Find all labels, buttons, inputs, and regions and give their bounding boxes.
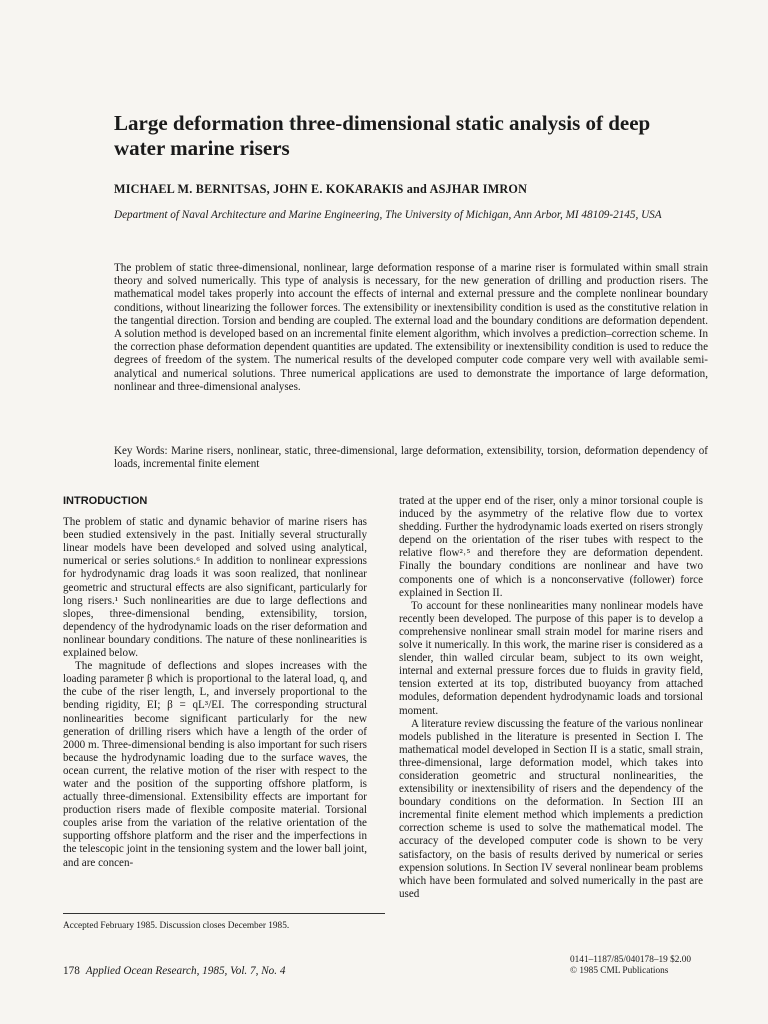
publication-info (570, 955, 710, 977)
page-footer (63, 965, 285, 977)
article-code: 0141–1187/85/040178–19 $2.00 (570, 955, 692, 965)
left-column (63, 495, 367, 870)
page-number: 178 (63, 965, 80, 977)
journal-citation: Applied Ocean Research, 1985, Vol. 7, No. 4 (85, 965, 286, 977)
right-column (399, 495, 703, 901)
keywords: Key Words: Marine risers, nonlinear, static, three-dimensional, large deformation, extensibility, torsion, deformation dependency of loads, incremental finite element (114, 445, 708, 471)
body-paragraph: The problem of static and dynamic behavior of marine risers has been studied extensively in the past. Initially several structurally linear models have been developed and solved using analytical, numerical or series solutions.⁶ In addition to nonlinear expressions for hydrodynamic drag loads it was soon realized, that nonlinear geometric and structural effects are also significant, particularly for long risers.¹ Such nonlinearities are due to large deflections and slopes, three-dimensional bending, extensibility, torsion, dependency of the hydrodynamic loads on the riser deformation and nonlinear boundary conditions. The nature of these nonlinearities is explained below. (63, 516, 367, 660)
footnote: Accepted February 1985. Discussion closes December 1985. (63, 921, 290, 931)
body-paragraph: The magnitude of deflections and slopes increases with the loading parameter β which is proportional to the lateral load, q, and the cube of the riser length, L, and inversely proportional to the bending rigidity, EI; β = qL³/EI. The corresponding structural nonlinearities become significant particularly for the new generation of drilling risers which have a length of the order of 2000 m. Three-dimensional bending is also important for such risers because the hydrodynamic loading due to the surface waves, the ocean current, the relative motion of the riser with respect to the water and the position of the supporting offshore platform, is actually three-dimensional. Extensibility effects are important for production risers made of flexible composite material. Torsional couples arise from the variation of the relative orientation of the supporting offshore platform and the riser and the imperfections in the telescopic joint in the tensioning system and the lower ball joint, and are concen- (63, 660, 367, 869)
body-paragraph: To account for these nonlinearities many nonlinear models have recently been developed. The purpose of this paper is to develop a comprehensive nonlinear small strain model for marine risers and solve it numerically. In this work, the marine riser is considered as a slender, thin walled circular beam, subject to its own weight, internal and external pressure forces due to fluids in gravity field, tension exterted at its top, distributed buoyancy from attached modules, deformation dependent hydrodynamic loads and torsional moment. (399, 599, 703, 717)
section-heading-introduction: INTRODUCTION (63, 495, 148, 507)
affiliation: Department of Naval Architecture and Marine Engineering, The University of Michigan, Ann Arbor, MI 48109-2145, USA (114, 209, 662, 221)
author-list: MICHAEL M. BERNITSAS, JOHN E. KOKARAKIS and ASJHAR IMRON (114, 182, 528, 196)
paper-title: Large deformation three-dimensional static analysis of deep water marine risers (114, 111, 651, 160)
body-paragraph: A literature review discussing the feature of the various nonlinear models published in the literature is presented in Section I. The mathematical model developed in Section II is a static, small strain, three-dimensional, large deformation model, which takes into consideration geometric and structural nonlinearities, the extensibility or inextensibility of risers and the dependency of the boundary conditions on the deformation. In Section III an incremental finite element method which implements a prediction correction scheme is used to solve the mathematical model. The accuracy of the developed computer code is shown to be very satisfactory, on the basis of results derived by numerical or series expension solutions. In Section IV several nonlinear beam problems which have been formulated and solved numerically in the past are used (399, 717, 703, 900)
copyright: © 1985 CML Publications (570, 966, 669, 976)
abstract: The problem of static three-dimensional, nonlinear, large deformation response of a marine riser is formulated within small strain theory and solved numerically. This type of analysis is necessary, for the new generation of drilling and production risers. The mathematical model takes properly into account the effects of internal and external pressure and the complete nonlinear boundary conditions, without linearizing the follower forces. The extensibility or inextensibility condition is used as the constitutive relation in the tangential direction. Torsion and bending are coupled. The external load and the boundary conditions are deformation dependent. A solution method is developed based on an incremental finite element algorithm, which involves a prediction–correction scheme. In the correction phase deformation dependent quantities are updated. The extensibility or inextensibility condition is used to reduce the degrees of freedom of the system. The numerical results of the developed computer code compare very well with available semi-analytical and numerical solutions. Three numerical applications are used to demonstrate the importance of large deformation, nonlinear and three-dimensional analyses. (114, 262, 708, 393)
footnote-divider (63, 913, 385, 914)
body-paragraph: trated at the upper end of the riser, only a minor torsional couple is induced by the asymmetry of the relative flow due to vortex shedding. Further the hydrodynamic loads exerted on risers strongly depend on the orientation of the riser tubes with respect to the relative flow²˒⁵ and therefore they are deformation dependent. Finally the boundary conditions are nonlinear and have two components one of which is a nonconservative (follower) force explained in Section II. (399, 495, 703, 599)
